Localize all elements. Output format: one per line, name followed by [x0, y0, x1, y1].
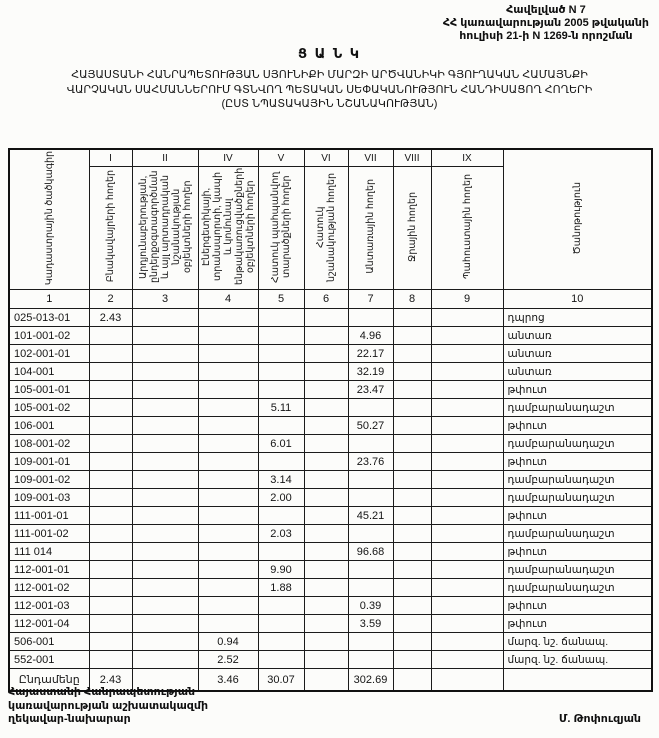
area-value-cell — [198, 561, 258, 579]
area-value-cell — [258, 417, 304, 435]
area-value-cell — [198, 345, 258, 363]
area-value-cell — [431, 345, 503, 363]
area-value-cell — [348, 309, 393, 327]
note-cell: դպրոց — [503, 309, 652, 327]
area-value-cell: 0.94 — [198, 633, 258, 651]
table-row — [9, 615, 652, 633]
area-value-cell — [89, 471, 132, 489]
area-value-cell: 2.03 — [258, 525, 304, 543]
area-value-cell — [198, 507, 258, 525]
area-value-cell — [132, 363, 198, 381]
cadastral-code-cell: 552-001 — [9, 651, 89, 669]
note-cell: թփուտ — [503, 381, 652, 399]
cadastral-code-cell: 112-001-03 — [9, 597, 89, 615]
subtitle-line: ՎԱՐՉԱԿԱՆ ՍԱՀՄԱՆՆԵՐՈՒՄ ԳՏՆՎՈՂ ՊԵՏԱԿԱՆ ՍԵՓԱԿԱՆՈՒԹՅՈՒՆ ՀԱՆԴԻՍԱՑՈՂ ՀՈՂԵՐԻ — [66, 83, 593, 96]
area-value-cell — [89, 651, 132, 669]
appendix-line: հուլիսի 21-ի N 1269-ն որոշման — [459, 30, 633, 42]
appendix-line: Հավելված N 7 — [506, 4, 586, 16]
note-cell: մարզ. նշ. ճանապ. — [503, 651, 652, 669]
area-value-cell — [393, 471, 431, 489]
area-value-cell: 4.96 — [348, 327, 393, 345]
area-value-cell — [258, 327, 304, 345]
land-parcels-table — [8, 148, 653, 692]
area-value-cell — [258, 615, 304, 633]
note-cell: թփուտ — [503, 615, 652, 633]
area-value-cell — [132, 507, 198, 525]
note-cell: դամբարանադաշտ — [503, 561, 652, 579]
area-value-cell — [431, 435, 503, 453]
area-value-cell: 2.43 — [89, 309, 132, 327]
area-value-cell: 50.27 — [348, 417, 393, 435]
note-cell: թփուտ — [503, 453, 652, 471]
area-value-cell: 2.52 — [198, 651, 258, 669]
area-value-cell — [431, 525, 503, 543]
note-cell: դամբարանադաշտ — [503, 471, 652, 489]
area-value-cell — [198, 435, 258, 453]
area-value-cell — [348, 561, 393, 579]
cadastral-code-cell: 106-001 — [9, 417, 89, 435]
area-value-cell — [132, 615, 198, 633]
cadastral-code-cell: 111-001-02 — [9, 525, 89, 543]
table-row — [9, 327, 652, 345]
area-value-cell — [304, 543, 348, 561]
area-value-cell — [393, 651, 431, 669]
col-header-industrial-lands: Արդյունաբերության, ընդերքօգտագործման և այլ արտադրական նշանակության օբյեկտների հողեր — [132, 167, 198, 290]
cadastral-code-cell: 101-001-02 — [9, 327, 89, 345]
col-header-water-lands: Ջրային հողեր — [393, 167, 431, 290]
area-value-cell: 30.07 — [258, 669, 304, 692]
column-number: 5 — [258, 290, 304, 309]
column-number: 4 — [198, 290, 258, 309]
note-cell: դամբարանադաշտ — [503, 435, 652, 453]
area-value-cell — [132, 651, 198, 669]
footer — [8, 686, 645, 727]
cadastral-code-cell: 108-001-02 — [9, 435, 89, 453]
cadastral-code-cell: 112-001-04 — [9, 615, 89, 633]
appendix-line: ՀՀ կառավարության 2005 թվականի — [442, 17, 649, 29]
table-row — [9, 597, 652, 615]
area-value-cell — [393, 363, 431, 381]
area-value-cell — [393, 615, 431, 633]
area-value-cell — [89, 525, 132, 543]
area-value-cell: 23.47 — [348, 381, 393, 399]
area-value-cell: 23.76 — [348, 453, 393, 471]
area-value-cell — [132, 489, 198, 507]
note-cell: թփուտ — [503, 417, 652, 435]
cadastral-code-cell: 105-001-01 — [9, 381, 89, 399]
area-value-cell — [258, 345, 304, 363]
area-value-cell — [132, 417, 198, 435]
col-header-special-purpose-lands: Հատուկ նշանակության հողեր — [304, 167, 348, 290]
area-value-cell — [198, 489, 258, 507]
area-value-cell — [393, 309, 431, 327]
col-header-settlement-lands: Բնակավայրերի հողեր — [89, 167, 132, 290]
table-row — [9, 309, 652, 327]
area-value-cell — [304, 435, 348, 453]
table-row — [9, 471, 652, 489]
col-header-protected-lands: Հատուկ պահպանվող տարածքների հողեր — [258, 167, 304, 290]
note-cell: մարզ. նշ. ճանապ. — [503, 633, 652, 651]
area-value-cell — [89, 327, 132, 345]
area-value-cell — [198, 543, 258, 561]
area-value-cell — [393, 381, 431, 399]
area-value-cell: 3.59 — [348, 615, 393, 633]
cadastral-code-cell: 109-001-02 — [9, 471, 89, 489]
note-cell: թփուտ — [503, 543, 652, 561]
note-cell: անտառ — [503, 327, 652, 345]
table-row — [9, 507, 652, 525]
area-value-cell — [132, 579, 198, 597]
table-row — [9, 561, 652, 579]
area-value-cell — [198, 381, 258, 399]
area-value-cell — [258, 507, 304, 525]
area-value-cell — [89, 597, 132, 615]
note-cell: դամբարանադաշտ — [503, 399, 652, 417]
roman-numeral: IV — [198, 149, 258, 167]
note-cell: դամբարանադաշտ — [503, 489, 652, 507]
area-value-cell — [431, 381, 503, 399]
table-row — [9, 417, 652, 435]
area-value-cell — [304, 399, 348, 417]
area-value-cell — [304, 327, 348, 345]
table-row — [9, 579, 652, 597]
roman-numeral: VII — [348, 149, 393, 167]
cadastral-code-cell: 112-001-01 — [9, 561, 89, 579]
area-value-cell — [89, 363, 132, 381]
area-value-cell — [393, 543, 431, 561]
area-value-cell — [393, 525, 431, 543]
area-value-cell — [198, 309, 258, 327]
roman-numeral: VIII — [393, 149, 431, 167]
area-value-cell — [304, 507, 348, 525]
signature-name: Մ. Թոփուզյան — [558, 713, 641, 725]
area-value-cell — [304, 597, 348, 615]
area-value-cell — [431, 363, 503, 381]
column-number: 9 — [431, 290, 503, 309]
area-value-cell — [393, 561, 431, 579]
area-value-cell — [258, 453, 304, 471]
note-cell: թփուտ — [503, 507, 652, 525]
area-value-cell — [258, 651, 304, 669]
area-value-cell — [393, 489, 431, 507]
area-value-cell — [431, 453, 503, 471]
area-value-cell — [431, 417, 503, 435]
column-number: 1 — [9, 290, 89, 309]
cadastral-code-cell: 506-001 — [9, 633, 89, 651]
col-header-note: Ծանոթություն — [503, 149, 652, 290]
area-value-cell — [304, 651, 348, 669]
col-header-infrastructure-lands: Էներգետիկայի, տրանսպորտի, կապի և կոմունալ ենթակառուցվածքների օբյեկտների հողեր — [198, 167, 258, 290]
area-value-cell — [89, 345, 132, 363]
column-number: 2 — [89, 290, 132, 309]
area-value-cell — [431, 309, 503, 327]
table-row — [9, 651, 652, 669]
area-value-cell — [431, 399, 503, 417]
roman-numeral-row — [9, 149, 652, 167]
area-value-cell — [89, 489, 132, 507]
area-value-cell — [304, 561, 348, 579]
area-value-cell — [89, 633, 132, 651]
signatory-line: ղեկավար-նախարար — [8, 713, 131, 725]
area-value-cell — [132, 561, 198, 579]
appendix-note — [443, 4, 649, 43]
area-value-cell — [198, 525, 258, 543]
area-value-cell — [304, 633, 348, 651]
col-header-reserve-lands: Պահուստային հողեր — [431, 167, 503, 290]
area-value-cell — [132, 381, 198, 399]
area-value-cell — [304, 453, 348, 471]
area-value-cell — [431, 543, 503, 561]
area-value-cell — [132, 597, 198, 615]
area-value-cell — [348, 489, 393, 507]
column-number: 10 — [503, 290, 652, 309]
area-value-cell — [132, 525, 198, 543]
area-value-cell — [89, 417, 132, 435]
area-value-cell: 3.46 — [198, 669, 258, 692]
subtitle-line: (ԸՍՏ ՆՊԱՏԱԿԱՅԻՆ ՆՇԱՆԱԿՈՒԹՅԱՆ) — [221, 98, 438, 110]
area-value-cell — [198, 363, 258, 381]
area-value-cell: 2.43 — [89, 669, 132, 692]
area-value-cell — [132, 453, 198, 471]
area-value-cell: 96.68 — [348, 543, 393, 561]
area-value-cell — [258, 633, 304, 651]
area-value-cell — [89, 543, 132, 561]
area-value-cell — [304, 525, 348, 543]
cadastral-code-cell: 105-001-02 — [9, 399, 89, 417]
area-value-cell — [89, 435, 132, 453]
area-value-cell — [304, 417, 348, 435]
area-value-cell: 22.17 — [348, 345, 393, 363]
table-body — [9, 309, 652, 692]
cadastral-code-cell: 112-001-02 — [9, 579, 89, 597]
area-value-cell — [348, 633, 393, 651]
area-value-cell — [89, 507, 132, 525]
area-value-cell — [393, 435, 431, 453]
signatory-line: Հայաստանի Հանրապետության — [8, 686, 196, 698]
area-value-cell: 0.39 — [348, 597, 393, 615]
area-value-cell — [89, 453, 132, 471]
note-cell: թփուտ — [503, 597, 652, 615]
area-value-cell — [393, 345, 431, 363]
col-header-forest-lands: Անտառային հողեր — [348, 167, 393, 290]
footer-signatory-title — [8, 686, 208, 727]
table-row — [9, 543, 652, 561]
area-value-cell — [89, 399, 132, 417]
area-value-cell — [393, 597, 431, 615]
area-value-cell — [198, 597, 258, 615]
area-value-cell — [304, 489, 348, 507]
area-value-cell — [393, 579, 431, 597]
area-value-cell — [304, 363, 348, 381]
area-value-cell — [431, 561, 503, 579]
table-row — [9, 435, 652, 453]
col-header-cadastral-code: Կադաստրային ծածկագիր — [9, 149, 89, 290]
area-value-cell — [304, 615, 348, 633]
area-value-cell — [304, 309, 348, 327]
area-value-cell — [198, 471, 258, 489]
area-value-cell — [393, 633, 431, 651]
table-row — [9, 489, 652, 507]
area-value-cell — [258, 597, 304, 615]
table-row — [9, 345, 652, 363]
area-value-cell — [431, 327, 503, 345]
area-value-cell — [431, 651, 503, 669]
area-value-cell — [89, 615, 132, 633]
area-value-cell — [393, 417, 431, 435]
area-value-cell: 32.19 — [348, 363, 393, 381]
roman-numeral: IX — [431, 149, 503, 167]
roman-numeral: I — [89, 149, 132, 167]
cadastral-code-cell: 109-001-03 — [9, 489, 89, 507]
area-value-cell — [132, 471, 198, 489]
cadastral-code-cell: Ընդամենը — [9, 669, 89, 692]
note-cell: անտառ — [503, 363, 652, 381]
cadastral-code-cell: 111 014 — [9, 543, 89, 561]
area-value-cell — [348, 471, 393, 489]
area-value-cell: 9.90 — [258, 561, 304, 579]
area-value-cell — [132, 309, 198, 327]
roman-numeral: VI — [304, 149, 348, 167]
area-value-cell — [348, 579, 393, 597]
area-value-cell — [258, 363, 304, 381]
column-number: 3 — [132, 290, 198, 309]
column-number: 6 — [304, 290, 348, 309]
area-value-cell — [132, 327, 198, 345]
table-row — [9, 381, 652, 399]
table-row — [9, 363, 652, 381]
area-value-cell: 5.11 — [258, 399, 304, 417]
area-value-cell — [89, 381, 132, 399]
area-value-cell — [393, 507, 431, 525]
area-value-cell — [431, 633, 503, 651]
area-value-cell: 302.69 — [348, 669, 393, 692]
area-value-cell — [348, 651, 393, 669]
area-value-cell — [198, 615, 258, 633]
area-value-cell — [198, 327, 258, 345]
area-value-cell — [431, 489, 503, 507]
subtitle-line: ՀԱՅԱՍՏԱՆԻ ՀԱՆՐԱՊԵՏՈՒԹՅԱՆ ՍՅՈՒՆԻՔԻ ՄԱՐԶԻ ԱՐԾՎԱՆԻԿԻ ԳՅՈՒՂԱԿԱՆ ՀԱՄԱՅՆՔԻ — [71, 69, 588, 81]
table-row — [9, 525, 652, 543]
area-value-cell — [431, 471, 503, 489]
area-value-cell — [89, 561, 132, 579]
area-value-cell — [431, 597, 503, 615]
area-value-cell — [132, 435, 198, 453]
area-value-cell — [304, 471, 348, 489]
note-cell: դամբարանադաշտ — [503, 579, 652, 597]
area-value-cell — [258, 543, 304, 561]
area-value-cell: 2.00 — [258, 489, 304, 507]
area-value-cell: 1.88 — [258, 579, 304, 597]
area-value-cell — [132, 399, 198, 417]
area-value-cell — [258, 381, 304, 399]
area-value-cell — [393, 399, 431, 417]
area-value-cell — [393, 327, 431, 345]
area-value-cell — [258, 309, 304, 327]
cadastral-code-cell: 109-001-01 — [9, 453, 89, 471]
area-value-cell — [431, 615, 503, 633]
area-value-cell — [304, 579, 348, 597]
area-value-cell — [132, 633, 198, 651]
column-number: 7 — [348, 290, 393, 309]
note-cell: դամբարանադաշտ — [503, 525, 652, 543]
area-value-cell — [348, 399, 393, 417]
roman-numeral: II — [132, 149, 198, 167]
column-number-row — [9, 290, 652, 309]
signatory-line: կառավարության աշխատակազմի — [8, 699, 209, 712]
area-value-cell — [132, 543, 198, 561]
area-value-cell — [198, 453, 258, 471]
column-number: 8 — [393, 290, 431, 309]
roman-numeral: V — [258, 149, 304, 167]
area-value-cell — [198, 579, 258, 597]
document-subtitle — [0, 68, 659, 112]
area-value-cell — [348, 435, 393, 453]
area-value-cell — [431, 579, 503, 597]
area-value-cell — [348, 525, 393, 543]
table-row — [9, 399, 652, 417]
area-value-cell — [132, 345, 198, 363]
document-title: Ց Ա Ն Կ — [297, 46, 362, 61]
note-cell: անտառ — [503, 345, 652, 363]
cadastral-code-cell: 104-001 — [9, 363, 89, 381]
cadastral-code-cell: 025-013-01 — [9, 309, 89, 327]
area-value-cell — [431, 507, 503, 525]
area-value-cell — [393, 453, 431, 471]
area-value-cell: 6.01 — [258, 435, 304, 453]
area-value-cell — [198, 399, 258, 417]
table-row — [9, 633, 652, 651]
cadastral-code-cell: 102-001-01 — [9, 345, 89, 363]
table-row — [9, 453, 652, 471]
area-value-cell — [304, 345, 348, 363]
area-value-cell — [198, 417, 258, 435]
area-value-cell — [89, 579, 132, 597]
area-value-cell — [304, 381, 348, 399]
area-value-cell: 3.14 — [258, 471, 304, 489]
cadastral-code-cell: 111-001-01 — [9, 507, 89, 525]
area-value-cell: 45.21 — [348, 507, 393, 525]
